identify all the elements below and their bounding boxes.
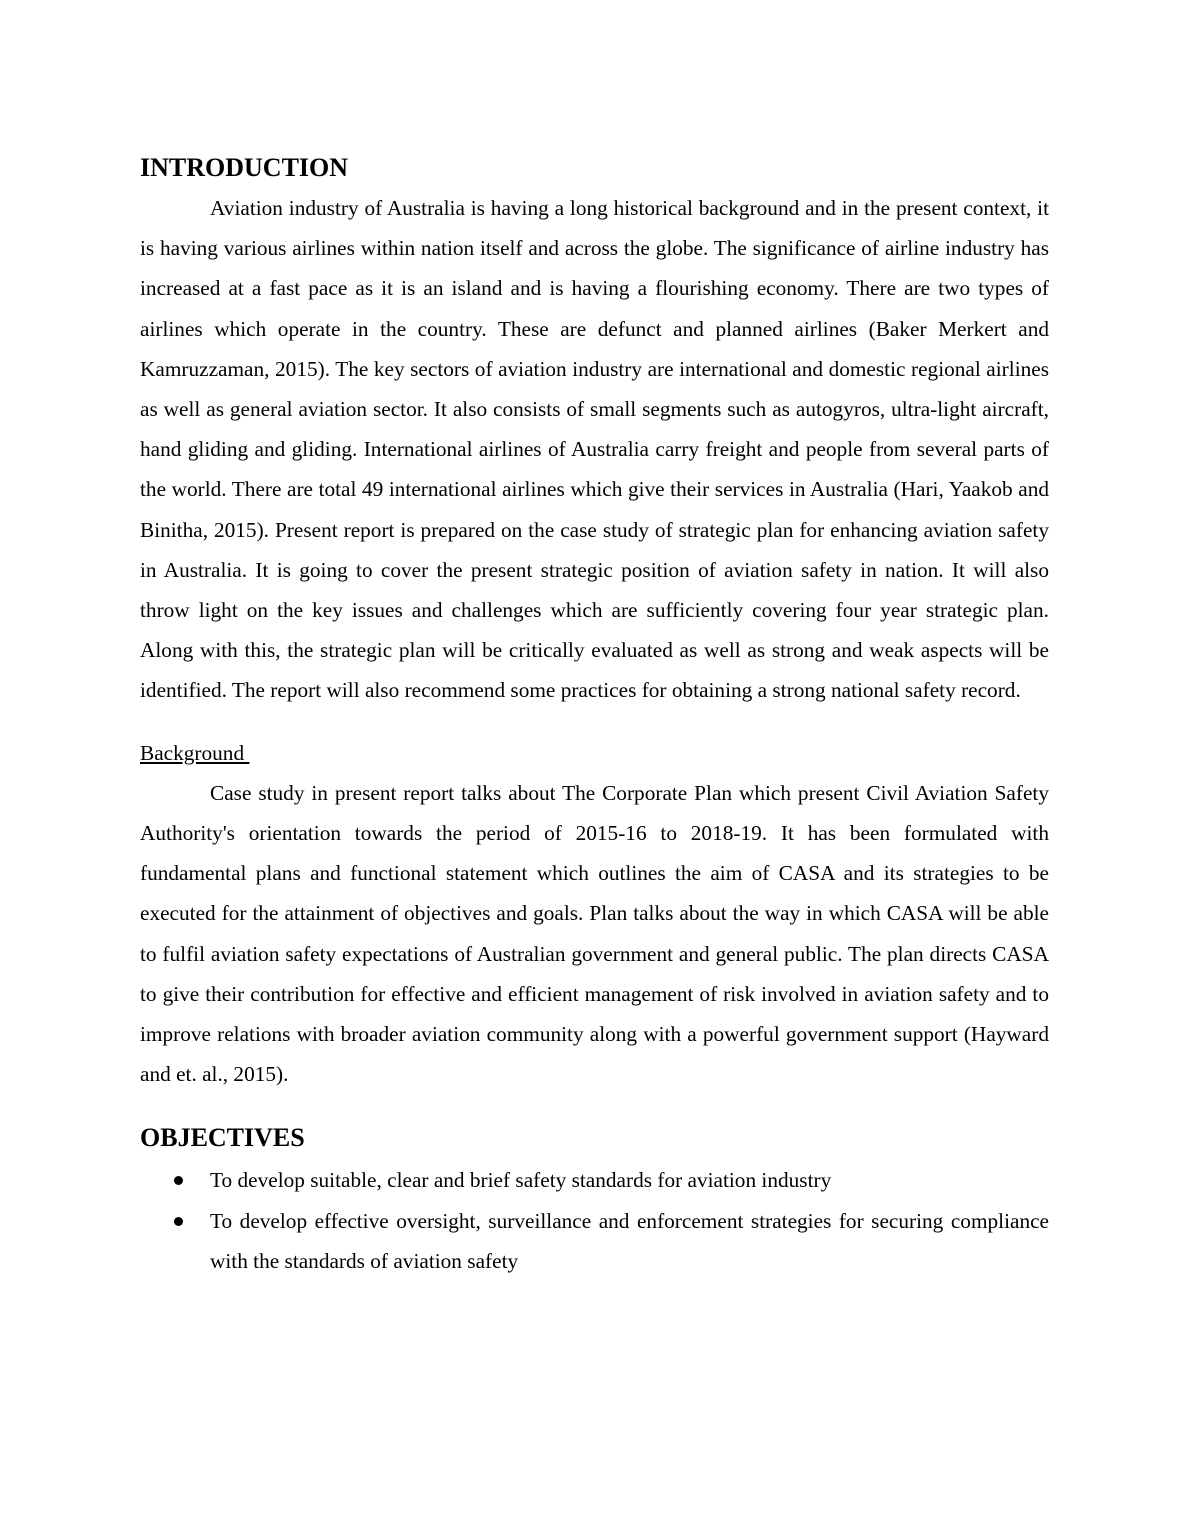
introduction-heading: INTRODUCTION — [140, 153, 349, 182]
bullet-icon — [174, 1217, 183, 1226]
objective-text: To develop effective oversight, surveillance and enforcement strategies for securing compliance with the standards of aviation safety — [210, 1208, 1049, 1273]
objective-item — [140, 1201, 1049, 1281]
introduction-paragraph: Aviation industry of Australia is having a long historical background and in the present context, it is having various airlines within nation itself and across the globe. The significance of airline industry has increased at a fast pace as it is an island and is having a flourishing economy. There are two types of airlines which operate in the country. These are defunct and planned airlines (Baker Merkert and Kamruzzaman, 2015). The key sectors of aviation industry are international and domestic regional airlines as well as general aviation sector. It also consists of small segments such as autogyros, ultra-light aircraft, hand gliding and gliding. International airlines of Australia carry freight and people from several parts of the world. There are total 49 international airlines which give their services in Australia (Hari, Yaakob and Binitha, 2015). Present report is prepared on the case study of strategic plan for enhancing aviation safety in Australia. It is going to cover the present strategic position of aviation safety in nation. It will also throw light on the key issues and challenges which are sufficiently covering four year strategic plan. Along with this, the strategic plan will be critically evaluated as well as strong and weak aspects will be identified. The report will also recommend some practices for obtaining a strong national safety record. — [140, 196, 1049, 703]
objective-item — [140, 1160, 1049, 1200]
background-subheading: Background — [140, 740, 250, 765]
document-page — [140, 148, 1049, 1281]
objective-text: To develop suitable, clear and brief safety standards for aviation industry — [210, 1168, 832, 1193]
bullet-icon — [174, 1176, 183, 1185]
objectives-list — [140, 1160, 1049, 1281]
objectives-heading: OBJECTIVES — [140, 1123, 305, 1153]
background-paragraph: Case study in present report talks about The Corporate Plan which present Civil Aviation Safety Authority's orientation towards the period of 2015-16 to 2018-19. It has been formulated with fundamental plans and functional statement which outlines the aim of CASA and its strategies to be executed for the attainment of objectives and goals. Plan talks about the way in which CASA will be able to fulfil aviation safety expectations of Australian government and general public. The plan directs CASA to give their contribution for effective and efficient management of risk involved in aviation safety and to improve relations with broader aviation community along with a powerful government support (Hayward and et. al., 2015). — [140, 780, 1049, 1087]
